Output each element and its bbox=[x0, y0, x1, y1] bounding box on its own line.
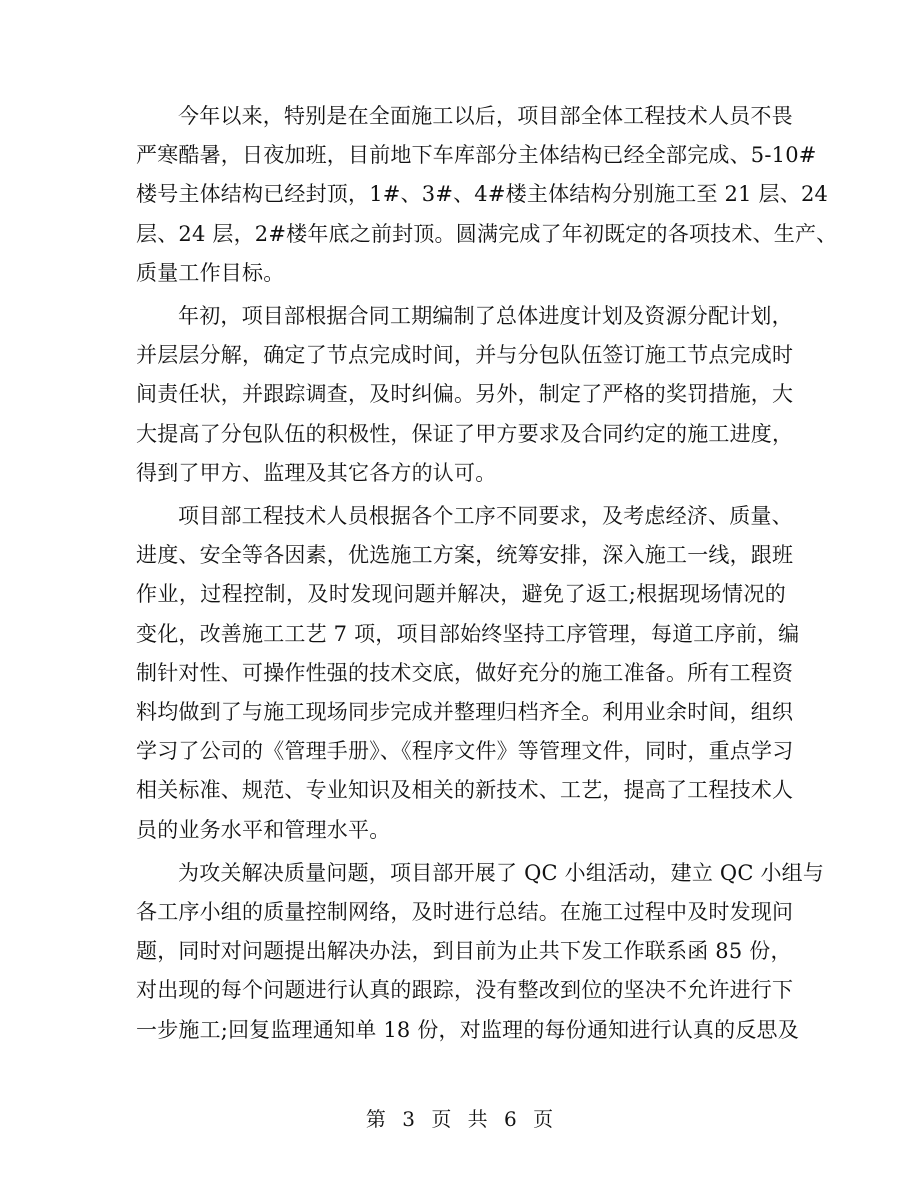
text-line: 今年以来，特别是在全面施工以后，项目部全体工程技术人员不畏 bbox=[178, 104, 793, 128]
text-line: 各工序小组的质量控制网络，及时进行总结。在施工过程中及时发现问 bbox=[136, 900, 794, 925]
text-line: 间责任状，并跟踪调查，及时纠偏。另外，制定了严格的奖罚措施，大 bbox=[136, 382, 794, 407]
paragraph-2 bbox=[136, 297, 794, 493]
text-line: 层、24 层，2#楼年底之前封顶。圆满完成了年初既定的各项技术、生产、 bbox=[136, 221, 838, 246]
text-line: 并层层分解，确定了节点完成时间，并与分包队伍签订施工节点完成时 bbox=[136, 343, 794, 368]
text-line: 员的业务水平和管理水平。 bbox=[136, 817, 391, 842]
text-line: 项目部工程技术人员根据各个工序不同要求，及考虑经济、质量、 bbox=[178, 504, 793, 529]
text-line: 大提高了分包队伍的积极性，保证了甲方要求及合同约定的施工进度， bbox=[136, 421, 794, 446]
document-body bbox=[136, 97, 838, 1050]
text-line: 为攻关解决质量问题，项目部开展了 QC 小组活动，建立 QC 小组与 bbox=[178, 860, 825, 885]
text-line: 楼号主体结构已经封顶，1#、3#、4#楼主体结构分别施工至 21 层、24 bbox=[136, 182, 829, 207]
text-line: 进度、安全等各因素，优选施工方案，统筹安排，深入施工一线，跟班 bbox=[136, 543, 794, 568]
text-line: 料均做到了与施工现场同步完成并整理归档齐全。利用业余时间，组织 bbox=[136, 700, 794, 725]
paragraph-1 bbox=[136, 97, 838, 293]
text-line: 学习了公司的《管理手册》、《程序文件》等管理文件，同时，重点学习 bbox=[136, 739, 794, 764]
text-line: 题，同时对问题提出解决办法，到目前为止共下发工作联系函 85 份， bbox=[136, 939, 792, 964]
text-line: 质量工作目标。 bbox=[136, 260, 285, 285]
text-line: 对出现的每个问题进行认真的跟踪，没有整改到位的坚决不允许进行下 bbox=[136, 978, 794, 1003]
paragraph-4 bbox=[136, 854, 825, 1050]
text-line: 制针对性、可操作性强的技术交底，做好充分的施工准备。所有工程资 bbox=[136, 660, 794, 685]
text-line: 相关标准、规范、专业知识及相关的新技术、工艺，提高了工程技术人 bbox=[136, 778, 794, 803]
text-line: 得到了甲方、监理及其它各方的认可。 bbox=[136, 460, 497, 485]
text-line: 变化，改善施工工艺 7 项，项目部始终坚持工序管理，每道工序前，编 bbox=[136, 621, 800, 646]
text-line: 作业，过程控制，及时发现问题并解决，避免了返工;根据现场情况的 bbox=[136, 582, 786, 607]
text-line: 严寒酷暑，日夜加班，目前地下车库部分主体结构已经全部完成、5-10# bbox=[136, 143, 817, 168]
page-number-footer: 第 3 页 共 6 页 bbox=[365, 1107, 555, 1131]
paragraph-3 bbox=[136, 497, 800, 850]
text-line: 年初，项目部根据合同工期编制了总体进度计划及资源分配计划， bbox=[178, 304, 793, 329]
text-line: 一步施工;回复监理通知单 18 份，对监理的每份通知进行认真的反思及 bbox=[136, 1017, 799, 1042]
